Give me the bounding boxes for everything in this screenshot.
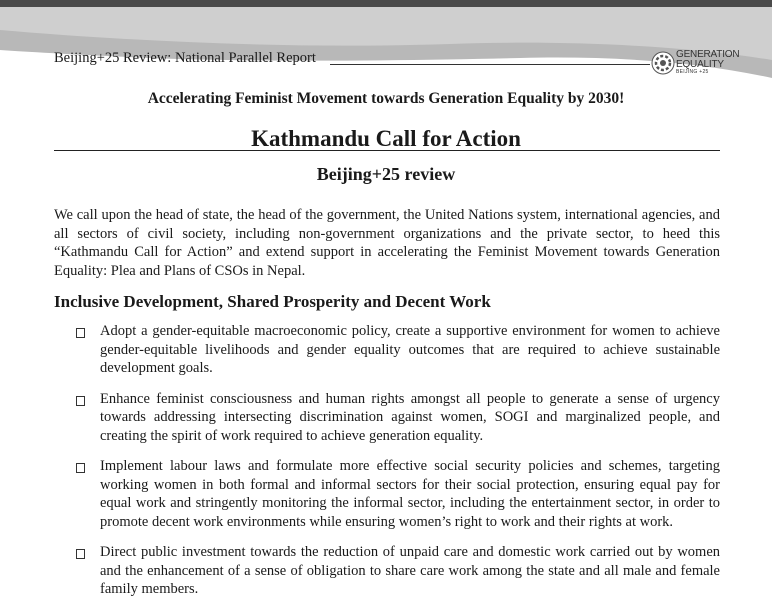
document-subheading: Beijing+25 review: [316, 164, 456, 184]
intro-paragraph: We call upon the head of state, the head of the government, the United Nations system, international agencies, and all sectors of civil society, including non-government organizations and the private sector, to heed this “Kathmandu Call for Action” and extend support in accelerating the Feminist Movement towards Generation Equality: Plea and Plans of CSOs in Nepal.: [54, 207, 720, 279]
document-title: Kathmandu Call for Action: [251, 126, 521, 151]
checkbox-bullet-icon: [76, 328, 85, 338]
list-item-text: Enhance feminist consciousness and human rights amongst all people to generate a sense of urgency towards addressing intersecting discrimination against women, SOGI and marginalized people, and creating the spirit of work required to achieve generation equality.: [100, 390, 720, 444]
list-item-text: Direct public investment towards the reduction of unpaid care and domestic work carried out by women and the enhancement of a sense of obligation to share care work among the state and all male and female family members.: [100, 544, 720, 597]
list-item: [54, 543, 720, 599]
action-list: [54, 322, 720, 609]
generation-equality-logo: [676, 50, 739, 76]
logo-line-1: GENERATION: [676, 49, 740, 60]
document-subtitle: Accelerating Feminist Movement towards Generation Equality by 2030!: [147, 90, 625, 107]
checkbox-bullet-icon: [76, 549, 85, 559]
logo-line-2: EQUALITY: [676, 58, 724, 70]
list-item-text: Adopt a gender-equitable macroeconomic policy, create a supportive environment for women to achieve gender-equitable livelihoods and gender equality outcomes that are required to achieve sustainable development goals.: [100, 323, 720, 376]
title-rule: [54, 150, 720, 151]
checkbox-bullet-icon: [76, 463, 85, 473]
list-item: [54, 457, 720, 531]
list-item: [54, 322, 720, 378]
header-rule: [330, 64, 650, 65]
list-item-text: Implement labour laws and formulate more effective social security policies and schemes, targeting working women in both formal and informal sectors for their social protection, ensuring equal pay for equal work and stringently monitoring the informal sector, including the entertainment sector, in order to promote decent work environments while ensuring women’s right to work and their rights at work.: [100, 458, 720, 530]
section-heading: Inclusive Development, Shared Prosperity and Decent Work: [54, 292, 491, 311]
logo-line-3: BEIJING +25: [676, 69, 709, 75]
checkbox-bullet-icon: [76, 396, 85, 406]
top-border: [0, 0, 772, 7]
list-item: [54, 390, 720, 446]
running-head: Beijing+25 Review: National Parallel Report: [54, 50, 316, 66]
